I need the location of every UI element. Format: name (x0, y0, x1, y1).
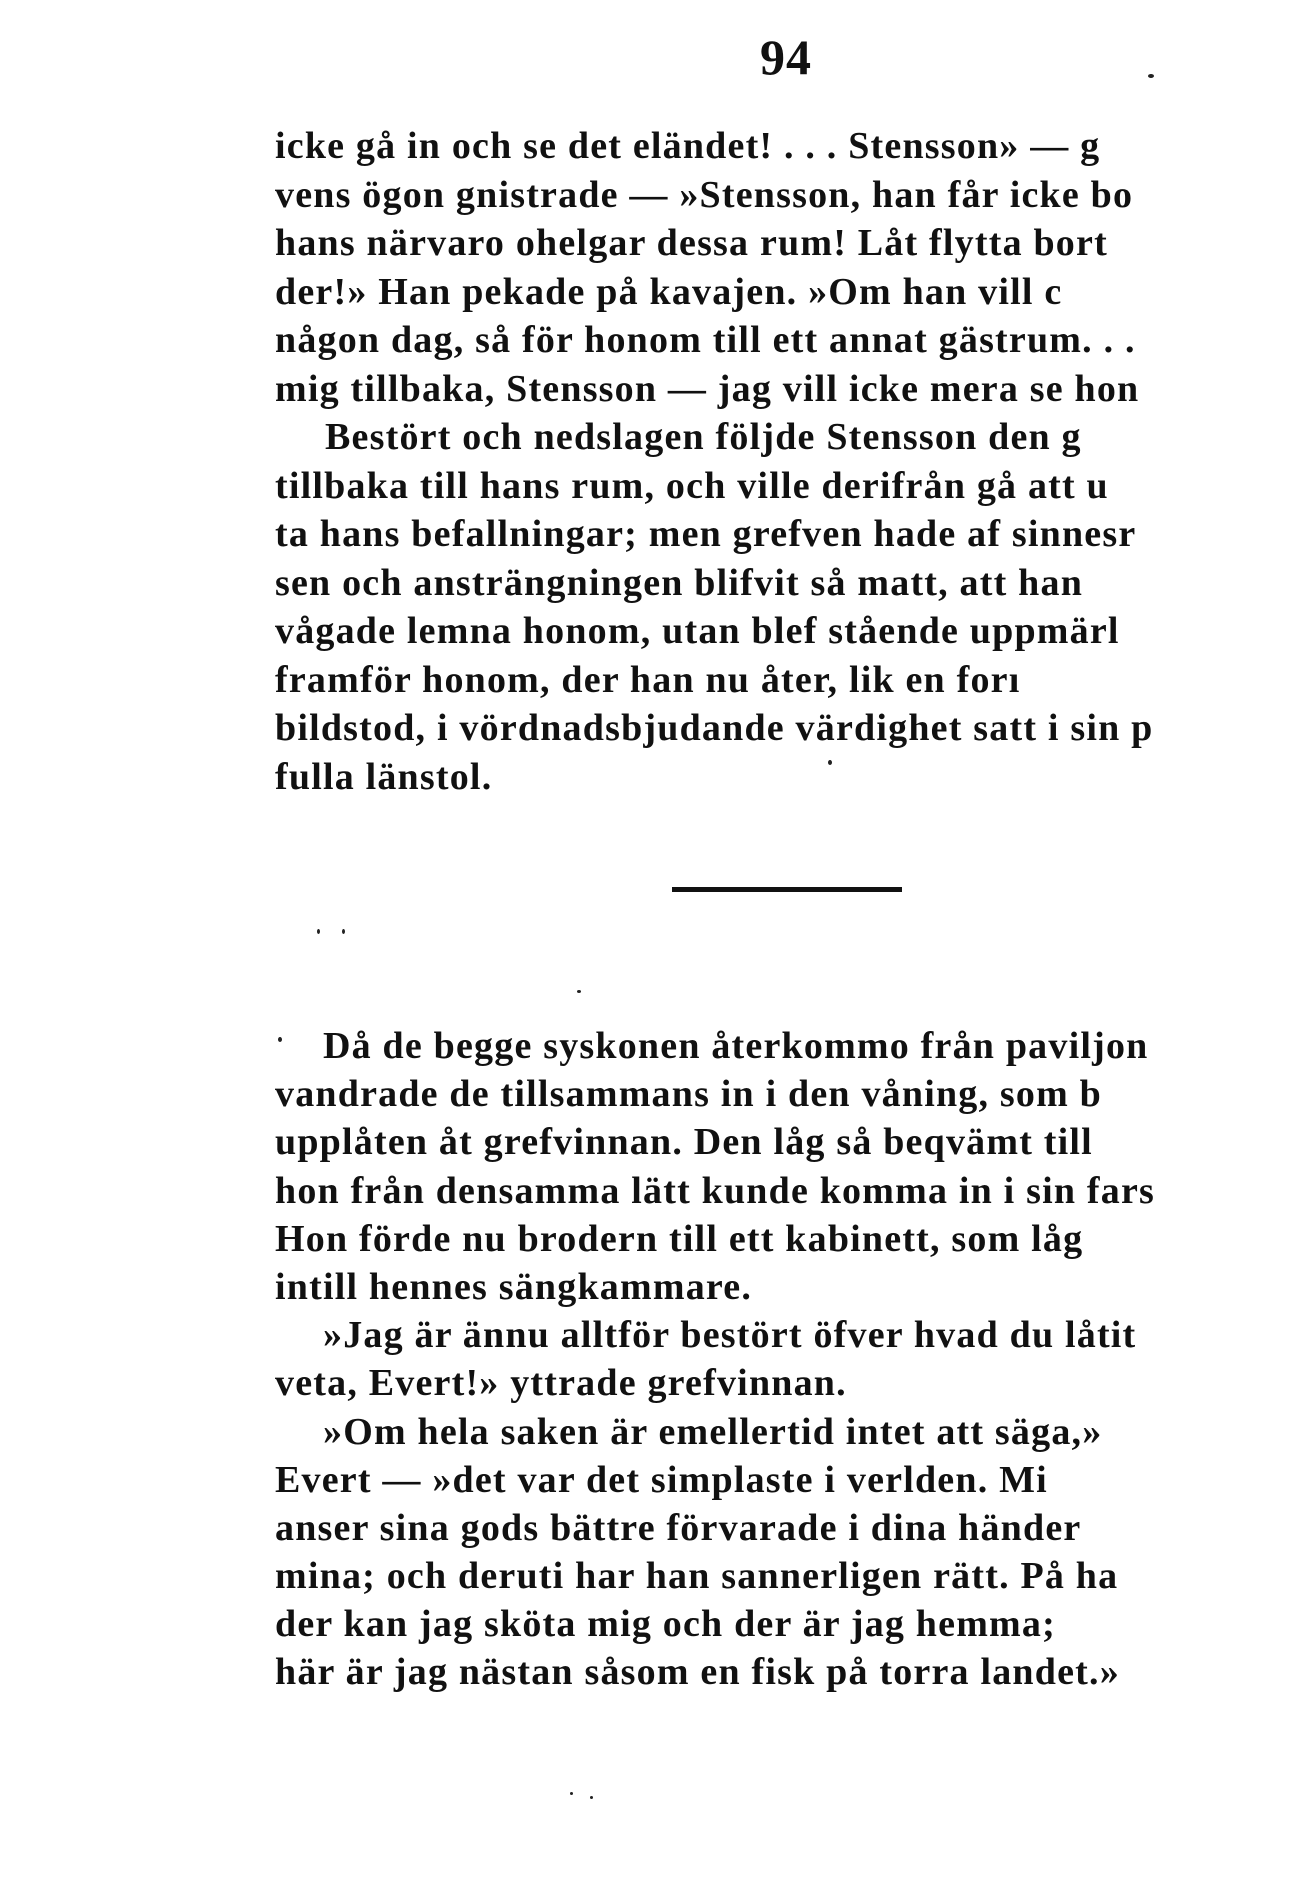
text-line: tillbaka till hans rum, och ville derifrån gå att u (275, 464, 1109, 507)
scan-speck (590, 1796, 593, 1799)
text-line: icke gå in och se det eländet! . . . Stensson» — g (275, 125, 1101, 167)
text-line: hon från densamma lätt kunde komma in i sin fars (275, 1169, 1155, 1212)
text-line: vens ögon gnistrade — »Stensson, han får icke bo (275, 173, 1134, 216)
text-line: ta hans befallningar; men grefven hade af sinnesr (275, 513, 1137, 555)
text-line: Bestört och nedslagen följde Stensson den g (325, 416, 1082, 458)
paragraph-block-1 (275, 122, 1300, 801)
text-line: Evert — »det var det simplaste i verlden. Mi (275, 1458, 1048, 1501)
text-line: vandrade de tillsammans in i den våning, som b (275, 1073, 1102, 1116)
page-number: 94 (760, 29, 812, 85)
text-line: der!» Han pekade på kavajen. »Om han vill c (275, 270, 1063, 313)
text-line: der kan jag sköta mig och der är jag hemma; (275, 1603, 1056, 1646)
text-line: sen och ansträngningen blifvit så matt, att han (275, 561, 1084, 604)
text-line: någon dag, så för honom till ett annat gästrum. . . (275, 319, 1136, 361)
text-line: anser sina gods bättre förvarade i dina händer (275, 1506, 1082, 1549)
scan-speck (570, 1792, 573, 1795)
text-line: upplåten åt grefvinnan. Den låg så beqvämt till (275, 1121, 1093, 1164)
scan-speck (342, 929, 345, 934)
text-line: »Jag är ännu alltför bestört öfver hvad du låtit (323, 1314, 1137, 1357)
text-line: veta, Evert!» yttrade grefvinnan. (275, 1362, 847, 1405)
text-line: vågade lemna honom, utan blef stående uppmärl (275, 610, 1120, 652)
text-line: fulla länstol. (275, 755, 493, 798)
scan-speck (317, 929, 320, 934)
scan-speck (577, 990, 581, 993)
text-line: mig tillbaka, Stensson — jag vill icke mera se hon (275, 367, 1140, 410)
text-line: intill hennes sängkammare. (275, 1265, 753, 1308)
scan-speck (1148, 74, 1154, 78)
text-line: mina; och deruti har han sannerligen rätt. På ha (275, 1555, 1119, 1598)
section-divider (672, 887, 902, 892)
text-line: hans närvaro ohelgar dessa rum! Låt flytta bort (275, 222, 1108, 264)
text-line: »Om hela saken är emellertid intet att säga,» (323, 1410, 1103, 1453)
text-line: här är jag nästan såsom en fisk på torra landet.» (275, 1651, 1120, 1694)
text-line: Då de begge syskonen återkommo från paviljon (323, 1025, 1149, 1067)
paragraph-block-2 (275, 1022, 1300, 1697)
text-line: bildstod, i vördnadsbjudande värdighet satt i sin p (275, 707, 1154, 749)
scan-speck (828, 760, 832, 765)
text-line: framför honom, der han nu åter, lik en forı (275, 658, 1021, 701)
scan-speck (278, 1037, 282, 1042)
text-line: Hon förde nu brodern till ett kabinett, som låg (275, 1217, 1084, 1260)
